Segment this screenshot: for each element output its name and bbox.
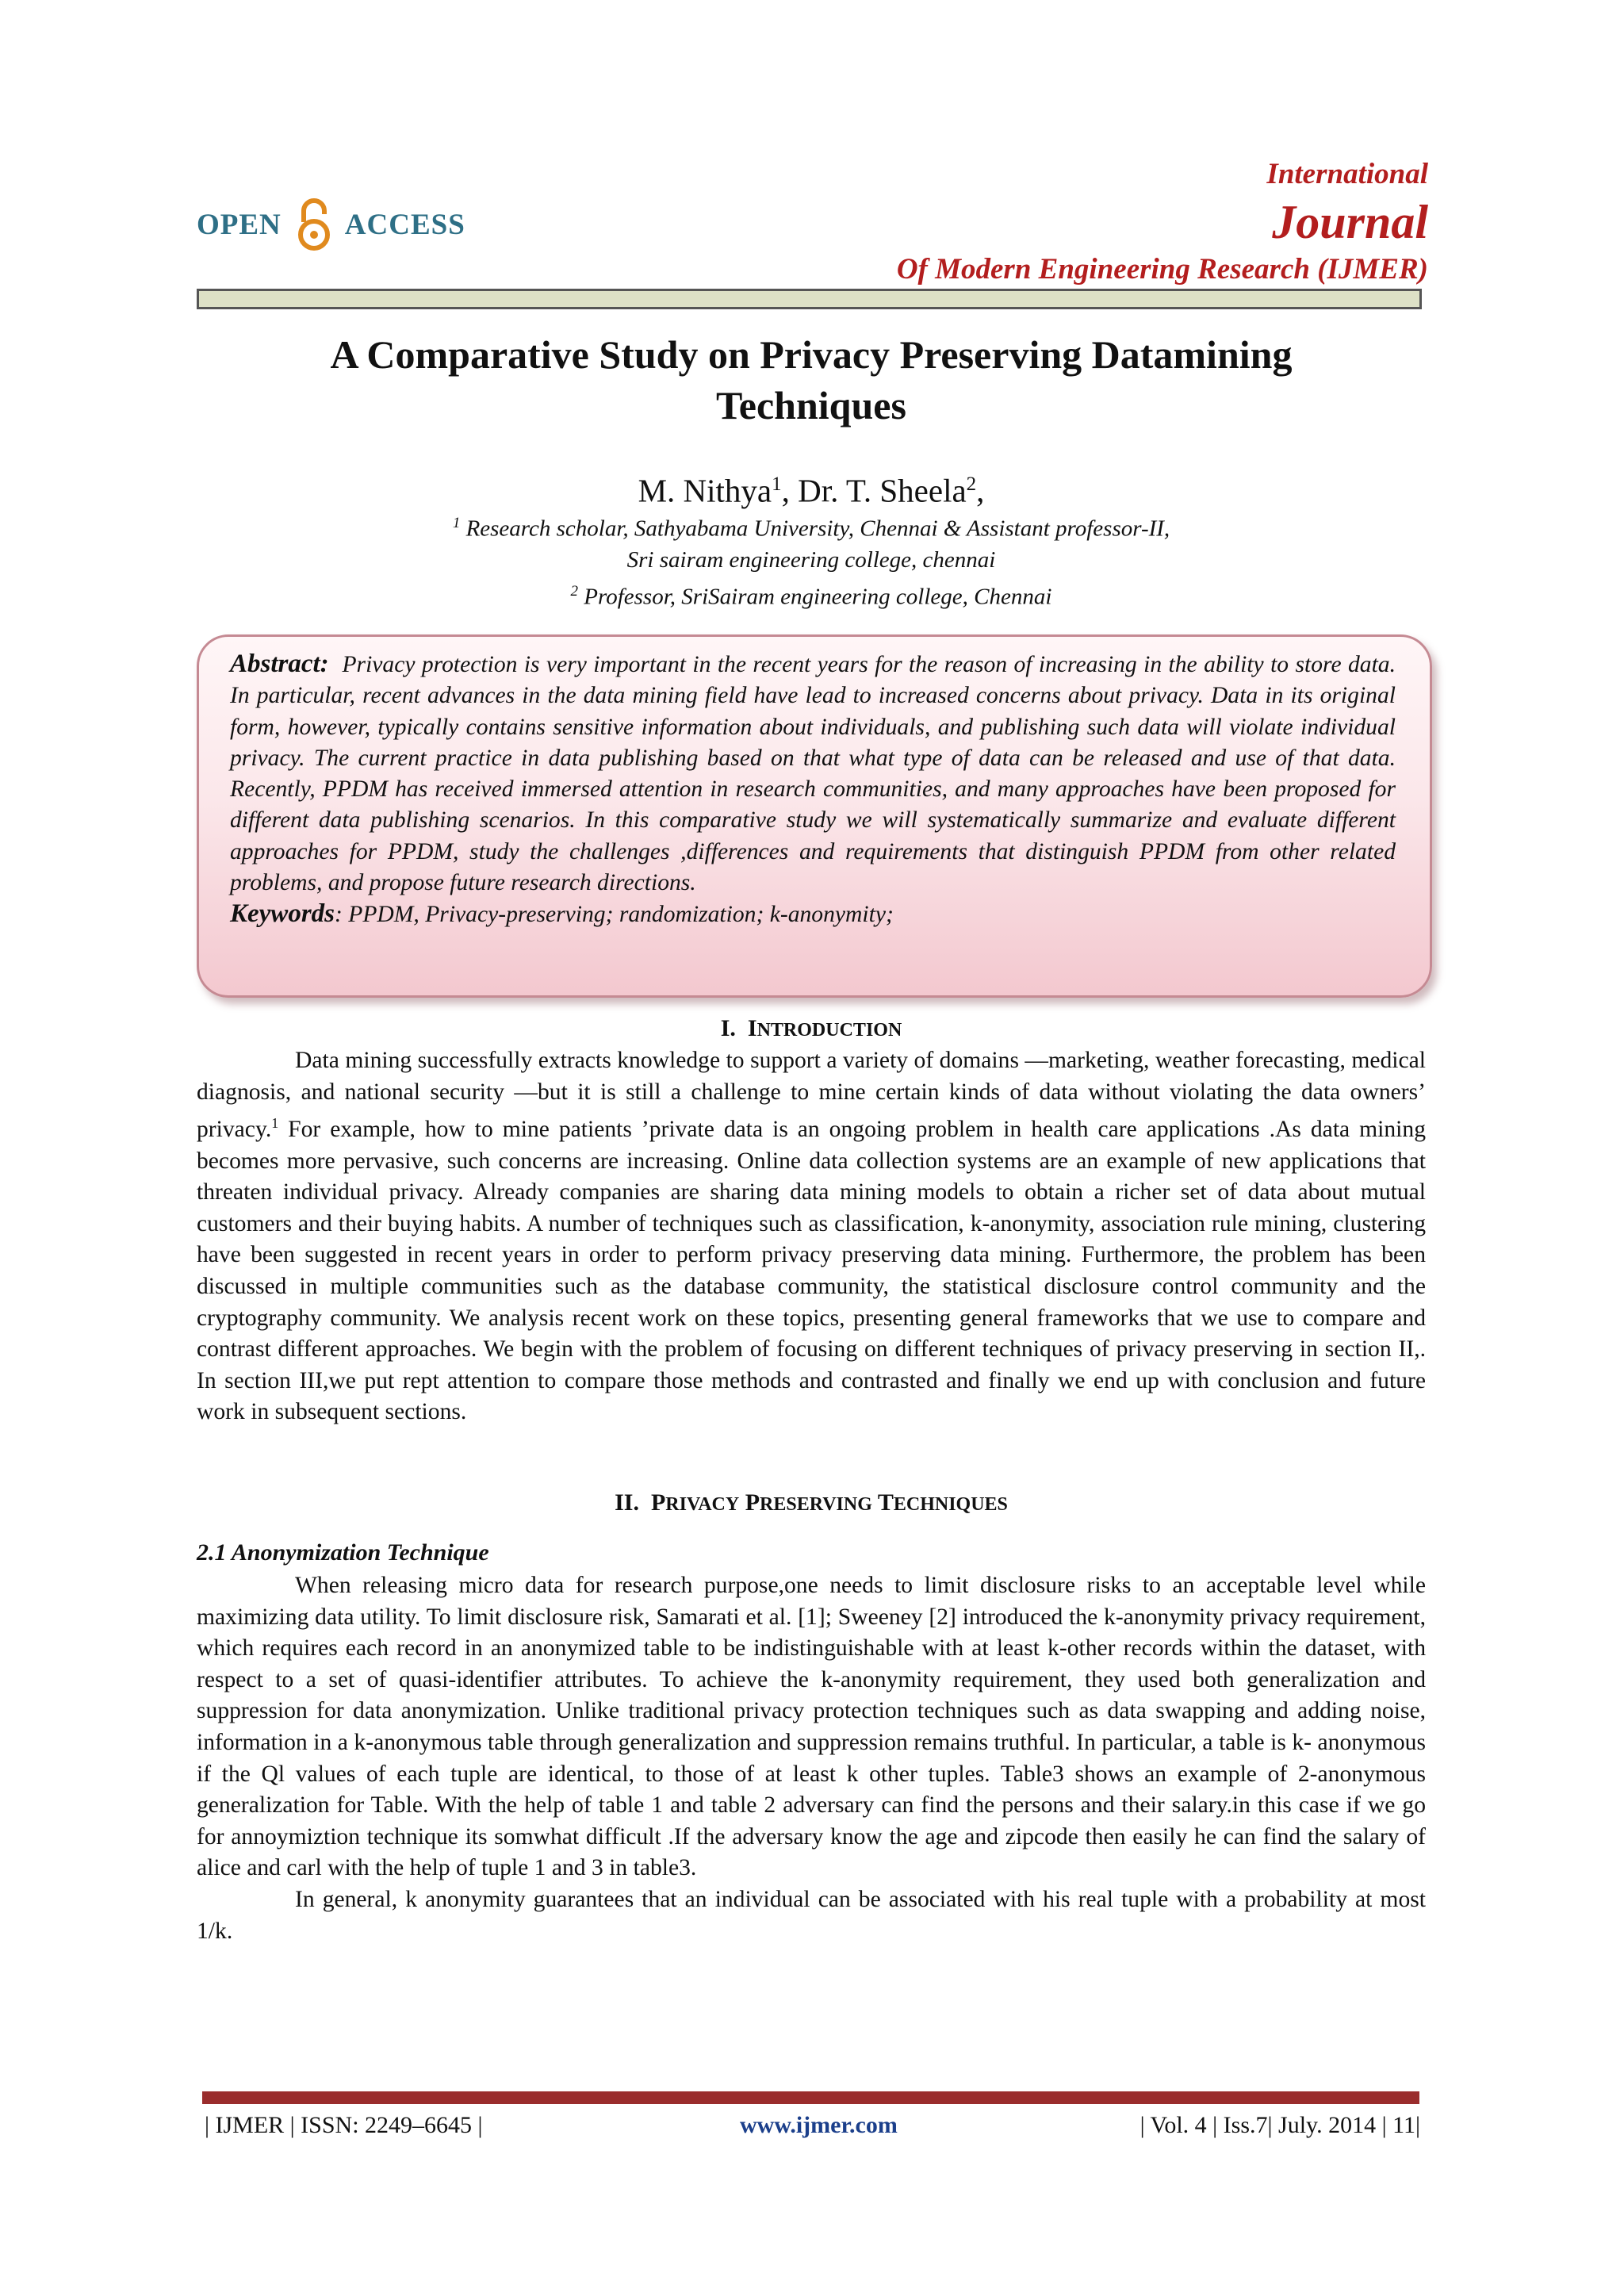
footer-divider-bar: [202, 2091, 1419, 2104]
section-2-w3-cap: T: [877, 1489, 894, 1516]
open-lock-icon: [293, 197, 335, 252]
journal-line-international: International: [1266, 158, 1428, 190]
section-2-w2-cap: P: [745, 1489, 760, 1516]
keywords-text: : PPDM, Privacy-preserving; randomization; k-anonymity;: [335, 902, 894, 928]
title-line-1: A Comparative Study on Privacy Preserving Datamining: [330, 332, 1293, 377]
section-2-w1-rest: RIVACY: [665, 1494, 740, 1515]
author-end: ,: [976, 472, 985, 509]
affiliation-2-text: Professor, SriSairam engineering college, Chennai: [578, 584, 1052, 610]
affiliation-2: [197, 576, 1426, 613]
subsection-heading-anonymization: 2.1 Anonymization Technique: [197, 1539, 489, 1566]
section-1-cap: I: [747, 1015, 757, 1041]
footer-issn: | IJMER | ISSN: 2249–6645 |: [205, 2112, 483, 2138]
journal-line-journal: Journal: [1272, 196, 1428, 248]
intro-footnote-ref: 1: [271, 1115, 279, 1132]
open-access-logo: [197, 197, 465, 252]
section-2-w2-rest: RESERVING: [760, 1494, 872, 1515]
abstract-label: Abstract:: [230, 650, 329, 678]
section-1-number: I.: [720, 1015, 736, 1041]
author-line: [197, 464, 1426, 512]
header-divider-bar: [197, 289, 1422, 309]
section-2-w1-cap: P: [650, 1489, 666, 1516]
affiliation-1-text: Research scholar, Sathyabama University, Chennai & Assistant professor-II,: [460, 516, 1170, 542]
affiliations: [197, 508, 1426, 612]
affiliation-1b: Sri sairam engineering college, chennai: [626, 546, 996, 573]
affiliation-1: [197, 508, 1426, 545]
section-1-rest: NTRODUCTION: [756, 1020, 902, 1041]
author-2: , Dr. T. Sheela: [781, 472, 967, 509]
introduction-body: [197, 1045, 1426, 1428]
anonymization-paragraph-1: When releasing micro data for research purpose,one needs to limit disclosure risks to an acceptable level while maximizing data utility. To limit disclosure risk, Samarati et al. [1]; Sweeney [2] introduced the k-anonymity privacy requirement, which requires each record in an anonymized table to be indistinguishable with at least k-other records within the dataset, with respect to a set of quasi-identifier attributes. To achieve the k-anonymity requirement, they used both generalization and suppression for data anonymization. Unlike traditional privacy protection techniques such as data swapping and adding noise, information in a k-anonymous table through generalization and suppression remains truthful. In particular, a table is k- anonymous if the Ql values of each tuple are identical, to those of at least k other tuples. Table3 shows an example of 2-anonymous generalization for Table. With the help of table 1 and table 2 adversary can find the persons and their salary.in this case if we go for annoymiztion technique its somwhat difficult .If the adversary know the age and zipcode then easily he can find the salary of alice and carl with the help of tuple 1 and 3 in table3.: [197, 1573, 1426, 1881]
open-access-label-right: ACCESS: [344, 208, 465, 241]
section-heading-introduction: [197, 1015, 1426, 1042]
intro-text-b: For example, how to mine patients ’private data is an ongoing problem in health care applications .As data mining becomes more pervasive, such concerns are increasing. Online data collection systems are an example of new applications that threaten individual privacy. Already companies are sharing data mining models to obtain a richer set of data about mutual customers and their buying habits. A number of techniques such as classification, k-anonymity, association rule mining, clustering have been suggested in recent years in order to perform privacy preserving data mining. Furthermore, the problem has been discussed in multiple communities such as the database community, the statistical disclosure control community and the cryptography community. We analysis recent work on these topics, presenting general frameworks that we use to compare and contrast different approaches. We begin with the problem of focusing on different techniques of privacy preserving in section II,. In section III,we put rept attention to compare those methods and contrasted and finally we end up with conclusion and future work in subsequent sections.: [197, 1117, 1426, 1425]
paper-title: [197, 329, 1426, 431]
anonymization-paragraph-2: In general, k anonymity guarantees that an individual can be associated with his real tuple with a probability at most 1/k.: [197, 1886, 1426, 1944]
title-line-2: Techniques: [716, 383, 906, 427]
section-2-number: II.: [615, 1489, 639, 1516]
author-2-sup: 2: [966, 473, 977, 495]
author-1: M. Nithya: [638, 472, 772, 509]
affiliation-1-sup: 1: [452, 515, 461, 531]
anonymization-body: [197, 1570, 1426, 1947]
footer-website-link[interactable]: www.ijmer.com: [740, 2112, 898, 2138]
journal-line-name: Of Modern Engineering Research (IJMER): [896, 253, 1428, 286]
section-heading-privacy-preserving: [197, 1489, 1426, 1516]
journal-masthead: [897, 155, 1428, 289]
abstract: [230, 649, 1396, 931]
footer-volume-page: | Vol. 4 | Iss.7| July. 2014 | 11|: [1139, 2112, 1420, 2138]
abstract-body: Privacy protection is very important in the recent years for the reason of increasing in the ability to store data. In particular, recent advances in the data mining field have lead to increased concerns about privacy. Data in its original form, however, typically contains sensitive information about individuals, and publishing such data will violate individual privacy. The current practice in data publishing based on that what type of data can be released and use of that data. Recently, PPDM has received immersed attention in research communities, and many approaches have been proposed for different data publishing scenarios. In this comparative study we will systematically summarize and evaluate different approaches for PPDM, study the challenges ,differences and requirements that distinguish PPDM from other related problems, and propose future research directions.: [230, 652, 1396, 896]
section-2-w3-rest: ECHNIQUES: [893, 1494, 1008, 1515]
open-access-label-left: OPEN: [197, 208, 282, 241]
intro-text-a: Data mining successfully extracts knowledge to support a variety of domains —marketing, weather forecasting, medical diagnosis, and national security —but it is still a challenge to mine certain kinds of data without violating the data owners’ privacy.: [197, 1048, 1426, 1143]
author-1-sup: 1: [772, 473, 782, 495]
keywords-label: Keywords: [230, 899, 335, 929]
introduction-paragraph: [197, 1045, 1426, 1428]
affiliation-2-sup: 2: [570, 582, 579, 600]
